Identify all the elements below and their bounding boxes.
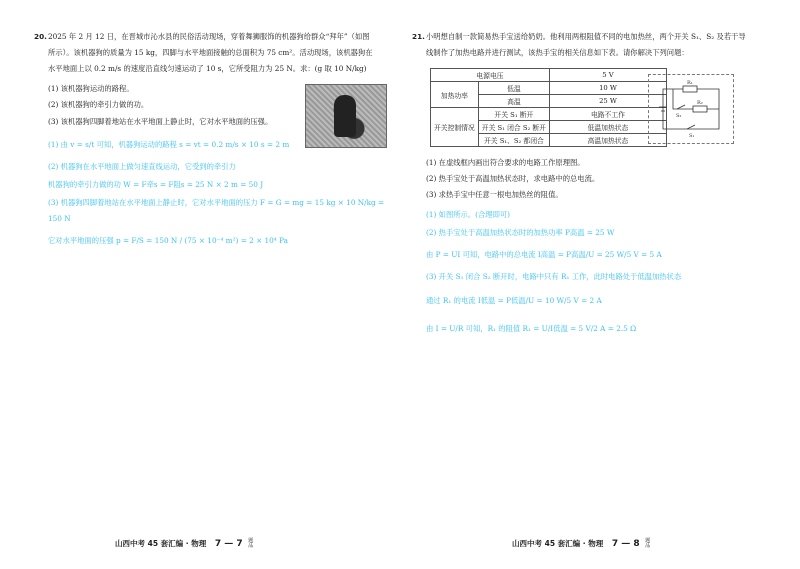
question-20-answer-3: 机器狗的牵引力做的功 W = F牵s = F阻s = 25 N × 2 m = 50 J bbox=[48, 180, 264, 189]
publisher-logo: 题 品 bbox=[248, 538, 254, 549]
question-20-number: 20. bbox=[34, 32, 47, 41]
question-20-answer-1: (1) 由 v = s/t 可知，机器狗运动的路程 s = vt = 0.2 m/s × 10 s = 2 m bbox=[48, 140, 290, 149]
heater-info-table bbox=[430, 68, 667, 147]
question-21-line-2: 线制作了加热电路并进行测试，该热手宝的相关信息如下表。请你解决下列问题： bbox=[426, 48, 689, 57]
question-21-part-2: (2) 热手宝处于高温加热状态时，求电路中的总电流。 bbox=[426, 174, 600, 183]
question-20-part-3: (3) 该机器狗四脚着地站在水平地面上静止时，它对水平地面的压强。 bbox=[48, 117, 273, 126]
label-s2: S₂ bbox=[676, 113, 682, 119]
question-21-answer-6: 由 I = U/R 可知，R₁ 的阻值 R₁ = U/I低温 = 5 V/2 A = 2.5 Ω bbox=[426, 324, 637, 333]
question-20-line-3: 水平地面上以 0.2 m/s 的速度沿直线匀速运动了 10 s，它所受阻力为 25 N。求：(g 取 10 N/kg) bbox=[48, 64, 367, 73]
table-row bbox=[431, 108, 667, 121]
question-20-part-2: (2) 该机器狗的牵引力做的功。 bbox=[48, 100, 149, 109]
circuit-diagram bbox=[649, 75, 733, 143]
question-20-line-2: 所示）。该机器狗的质量为 15 kg，四脚与水平地面接触的总面积为 75 cm²。活动现场，该机器狗在 bbox=[48, 48, 373, 57]
question-21-part-3: (3) 求热手宝中任意一根电加热丝的阻值。 bbox=[426, 190, 563, 199]
question-20-answer-4: (3) 机器狗四脚着地站在水平地面上静止时，它对水平地面的压力 F = G = mg = 15 kg × 10 N/kg = bbox=[48, 198, 385, 207]
question-20-line-1: 2025 年 2 月 12 日，在晋城市沁水县的民俗活动现场，穿着舞狮服饰的机器狗给群众“拜年”（如图 bbox=[48, 32, 370, 41]
right-footer bbox=[512, 538, 650, 549]
question-20-answer-5: 150 N bbox=[48, 214, 71, 223]
question-21-part-1: (1) 在虚线框内画出符合要求的电路工作原理图。 bbox=[426, 158, 585, 167]
table-cell: 10 W bbox=[549, 82, 666, 95]
table-cell: 开关 S₁、S₂ 都闭合 bbox=[478, 134, 549, 147]
robot-dog-photo bbox=[305, 84, 387, 148]
question-21-answer-2: (2) 热手宝处于高温加热状态时的加热功率 P高温 = 25 W bbox=[426, 228, 615, 237]
question-20-part-1: (1) 该机器狗运动的路程。 bbox=[48, 84, 134, 93]
table-cell: 25 W bbox=[549, 95, 666, 108]
label-r1: R₁ bbox=[687, 80, 693, 86]
question-21-answer-5: 通过 R₁ 的电流 I低温 = P低温/U = 10 W/5 V = 2 A bbox=[426, 296, 602, 305]
question-21-answer-4: (3) 开关 S₁ 闭合 S₂ 断开时，电路中只有 R₁ 工作，此时电路处于低温加热状态 bbox=[426, 272, 682, 281]
footer-title: 山西中考 45 套汇编 · 物理 bbox=[115, 539, 207, 548]
question-21-answer-3: 由 P = UI 可知，电路中的总电流 I高温 = P高温/U = 25 W/5 V = 5 A bbox=[426, 250, 662, 259]
table-cell: 开关 S₁ 闭合 S₂ 断开 bbox=[478, 121, 549, 134]
question-21-answer-1: (1) 如图所示。(合理即可) bbox=[426, 210, 511, 219]
table-row bbox=[431, 69, 667, 82]
table-cell: 低温加热状态 bbox=[549, 121, 666, 134]
switch-s1 bbox=[687, 125, 695, 129]
question-20-answer-2: (2) 机器狗在水平地面上做匀速直线运动，它受到的牵引力 bbox=[48, 162, 236, 171]
circuit-diagram-box bbox=[648, 74, 734, 144]
footer-page-number: 7 — 8 bbox=[611, 539, 640, 549]
publisher-logo: 题 品 bbox=[645, 538, 651, 549]
switch-s2 bbox=[677, 105, 685, 109]
table-cell: 高温加热状态 bbox=[549, 134, 666, 147]
footer-title: 山西中考 45 套汇编 · 物理 bbox=[512, 539, 604, 548]
resistor-r2 bbox=[693, 106, 707, 112]
question-21-line-1: 小明想自制一款简易热手宝送给奶奶。他利用两根阻值不同的电加热丝，两个开关 S₁、S₂ 及若干导 bbox=[426, 32, 746, 41]
table-cell: 电源电压 bbox=[431, 69, 550, 82]
label-s1: S₁ bbox=[689, 133, 695, 139]
table-cell: 电路不工作 bbox=[549, 108, 666, 121]
table-row bbox=[431, 82, 667, 95]
question-21-number: 21. bbox=[412, 32, 425, 41]
resistor-r1 bbox=[683, 86, 697, 92]
footer-page-number: 7 — 7 bbox=[214, 539, 243, 549]
table-cell: 5 V bbox=[549, 69, 666, 82]
left-footer bbox=[115, 538, 253, 549]
table-cell: 高温 bbox=[478, 95, 549, 108]
question-20-answer-6: 它对水平地面的压强 p = F/S = 150 N / (75 × 10⁻⁴ m²) = 2 × 10⁴ Pa bbox=[48, 236, 288, 245]
table-cell: 开关 S₁ 断开 bbox=[478, 108, 549, 121]
table-cell: 加热功率 bbox=[431, 82, 479, 108]
label-r2: R₂ bbox=[697, 100, 703, 106]
table-cell: 低温 bbox=[478, 82, 549, 95]
table-cell: 开关控制情况 bbox=[431, 108, 479, 147]
